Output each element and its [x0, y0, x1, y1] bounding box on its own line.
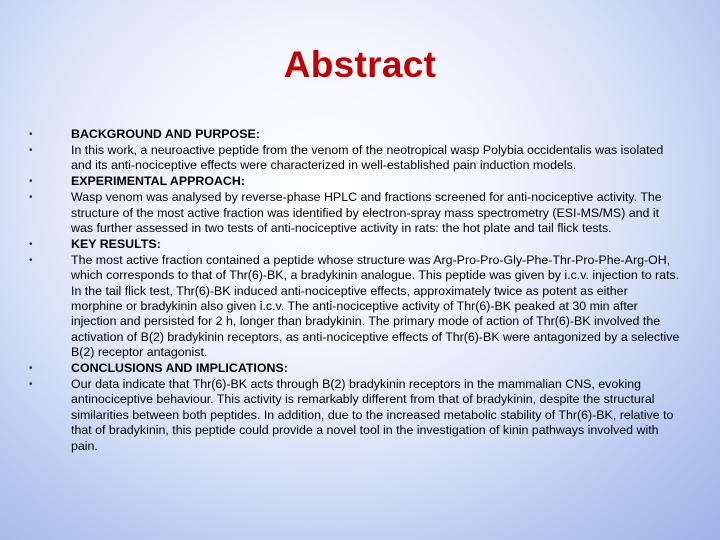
bullet-text: EXPERIMENTAL APPROACH: [71, 174, 245, 189]
bullet-background-text [28, 143, 700, 174]
bullet-text: KEY RESULTS: [71, 236, 161, 251]
bullet-approach-heading [28, 174, 700, 189]
bullet-background-heading [28, 127, 700, 142]
bullet-text: BACKGROUND AND PURPOSE: [71, 127, 260, 141]
bullet-dot-icon: • [29, 192, 33, 204]
abstract-bullet-list [28, 127, 700, 455]
bullet-dot-icon: • [29, 144, 33, 156]
bullet-text: Our data indicate that Thr(6)-BK acts through B(2) bradykinin receptors in the mammalian CNS, evoking antinociceptive behaviour. This activity is remarkably different from that of bradykinin, despite the structural similarities between both peptides. In addition, due to the increased metabolic stability of Thr(6)-BK, relative to that of bradykinin, this peptide could provide a novel tool in the investigation of kinin pathways involved with pain. [71, 377, 674, 453]
bullet-results-text [28, 253, 700, 361]
bullet-text: In this work, a neuroactive peptide from the venom of the neotropical wasp Polybia occidentalis was isolated and its anti-nociceptive effects were characterized in well-established pain induction models. [71, 142, 664, 173]
bullet-text: Wasp venom was analysed by reverse-phase HPLC and fractions screened for anti-nociceptive activity. The structure of the most active fraction was identified by electron-spray mass spectrometry (ESI-MS/MS) and it was further assessed in two tests of anti-nociceptive activity in rats: the hot plate and tail flick tests. [71, 190, 662, 235]
bullet-results-heading [28, 237, 700, 252]
bullet-text: The most active fraction contained a peptide whose structure was Arg-Pro-Pro-Gly-Phe-Thr-Pro-Phe-Arg-OH, which corresponds to that of Thr(6)-BK, a bradykinin analogue. This peptide was given by i.c.v. injection to rats. In the tail flick test, Thr(6)-BK induced anti-nociceptive effects, approximately twice as potent as either morphine or bradykinin also given i.c.v. The anti-nociceptive activity of Thr(6)-BK peaked at 30 min after injection and persisted for 2 h, longer than bradykinin. The primary mode of action of Thr(6)-BK involved the activation of B(2) bradykinin receptors, as anti-nociceptive effects of Thr(6)-BK were antagonized by a selective B(2) receptor antagonist. [71, 252, 680, 360]
bullet-dot-icon: • [29, 254, 33, 266]
bullet-dot-icon: • [29, 238, 33, 250]
bullet-dot-icon: • [29, 129, 33, 140]
bullet-dot-icon: • [29, 176, 33, 188]
bullet-approach-text [28, 190, 700, 236]
bullet-conclusions-text [28, 377, 700, 454]
bullet-dot-icon: • [29, 363, 33, 375]
bullet-text: CONCLUSIONS AND IMPLICATIONS: [71, 361, 288, 376]
bullet-dot-icon: • [29, 379, 33, 390]
bullet-conclusions-heading [28, 361, 700, 376]
slide-title: Abstract [283, 44, 437, 85]
